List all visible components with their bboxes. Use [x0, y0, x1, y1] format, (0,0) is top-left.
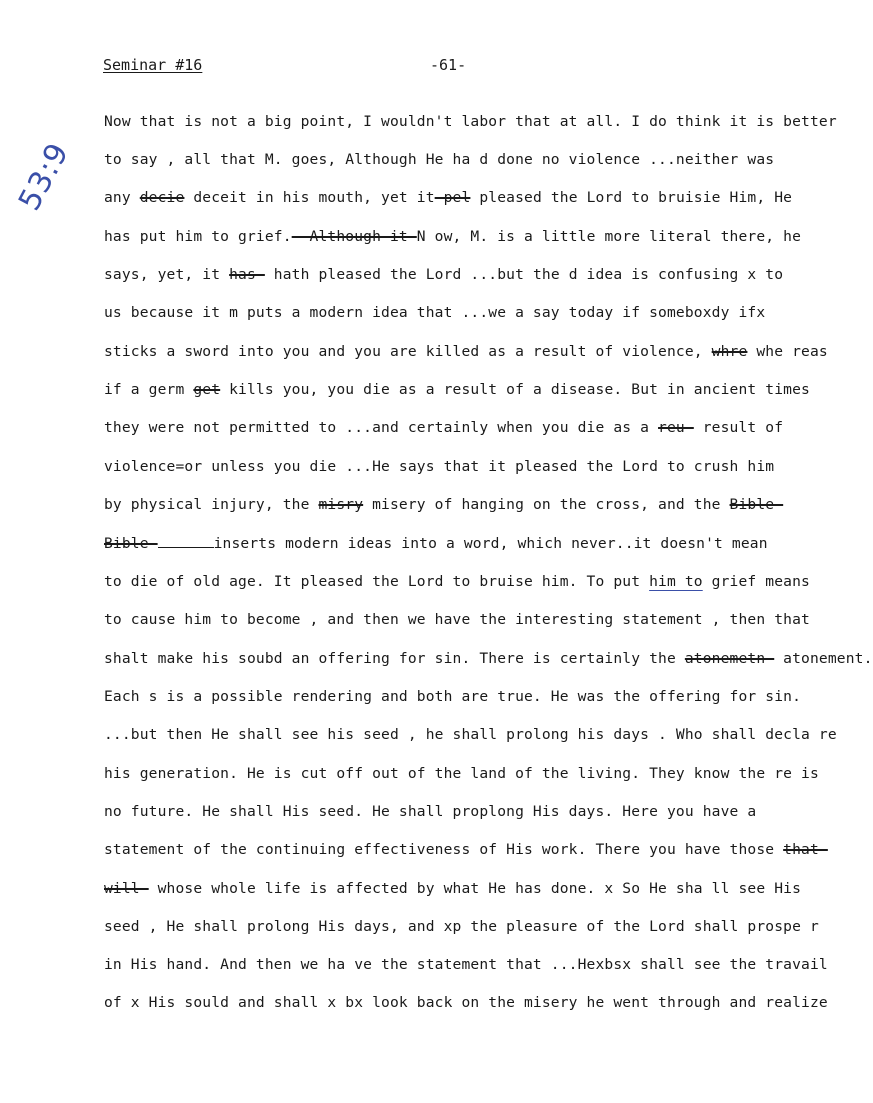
- page-number: -61-: [430, 56, 467, 74]
- text-line: seed , He shall prolong His days, and xp the pleasure of the Lord shall prospe r: [104, 918, 819, 935]
- text-line: ...but then He shall see his seed , he shall prolong his days . Who shall decla re: [104, 726, 837, 743]
- text-line: Each s is a possible rendering and both are true. He was the offering for sin.: [104, 688, 802, 705]
- text-line-content: has put him to grief.--Although-it-N ow, M. is a little more literal there, he: [104, 228, 802, 245]
- text-line-content: will- whose whole life is affected by what He has done. x So He sha ll see His: [104, 880, 802, 897]
- text-line: [104, 840, 828, 860]
- text-line: Now that is not a big point, I wouldn't labor that at all. I do think it is better: [104, 113, 837, 130]
- handwritten-verse-note: 53:9: [12, 136, 77, 217]
- text-line: in His hand. And then we ha ve the statement that ...Hexbsx shall see the travail: [104, 956, 828, 973]
- text-line: his generation. He is cut off out of the land of the living. They know the re is: [104, 765, 819, 782]
- text-line: [104, 534, 768, 554]
- text-line-content: says, yet, it has- hath pleased the Lord ...but the d idea is confusing x to: [104, 266, 784, 283]
- text-line-content: to die of old age. It pleased the Lord to bruise him. To put him to grief means: [104, 573, 810, 590]
- text-line: [104, 380, 810, 400]
- text-line-content: if a germ get kills you, you die as a result of a disease. But in ancient times: [104, 381, 810, 398]
- text-line-content: any decie deceit in his mouth, yet it-pel pleased the Lord to bruisie Him, He: [104, 189, 793, 206]
- text-line: [104, 879, 801, 899]
- text-line-content: Bible- inserts modern ideas into a word, which never..it doesn't mean: [104, 535, 768, 552]
- text-line-content: shalt make his soubd an offering for sin. There is certainly the atonemetn- atonement.: [104, 650, 873, 667]
- text-line-content: they were not permitted to ...and certainly when you die as a reu- result of: [104, 419, 784, 436]
- text-line: [104, 342, 828, 362]
- text-line: [104, 188, 792, 208]
- text-line: no future. He shall His seed. He shall proplong His days. Here you have a: [104, 803, 757, 820]
- text-line: to cause him to become , and then we have the interesting statement , then that: [104, 611, 810, 628]
- text-line: [104, 418, 783, 438]
- text-line: to say , all that M. goes, Although He ha d done no violence ...neither was: [104, 151, 775, 168]
- text-line-content: statement of the continuing effectiveness of His work. There you have those that-: [104, 841, 828, 858]
- text-line: [104, 495, 783, 515]
- text-line: [104, 265, 783, 285]
- text-line: violence=or unless you die ...He says that it pleased the Lord to crush him: [104, 458, 775, 475]
- text-line: [104, 227, 801, 247]
- seminar-title: Seminar #16: [103, 56, 203, 74]
- text-line-content: sticks a sword into you and you are killed as a result of violence, whre whe reas: [104, 343, 828, 360]
- text-line: of x His sould and shall x bx look back on the misery he went through and realize: [104, 994, 828, 1011]
- text-line: us because it m puts a modern idea that ...we a say today if someboxdy ifx: [104, 304, 766, 321]
- text-line-content: by physical injury, the misry misery of hanging on the cross, and the Bible-: [104, 496, 784, 513]
- text-line: [104, 572, 810, 592]
- text-line: [104, 649, 873, 669]
